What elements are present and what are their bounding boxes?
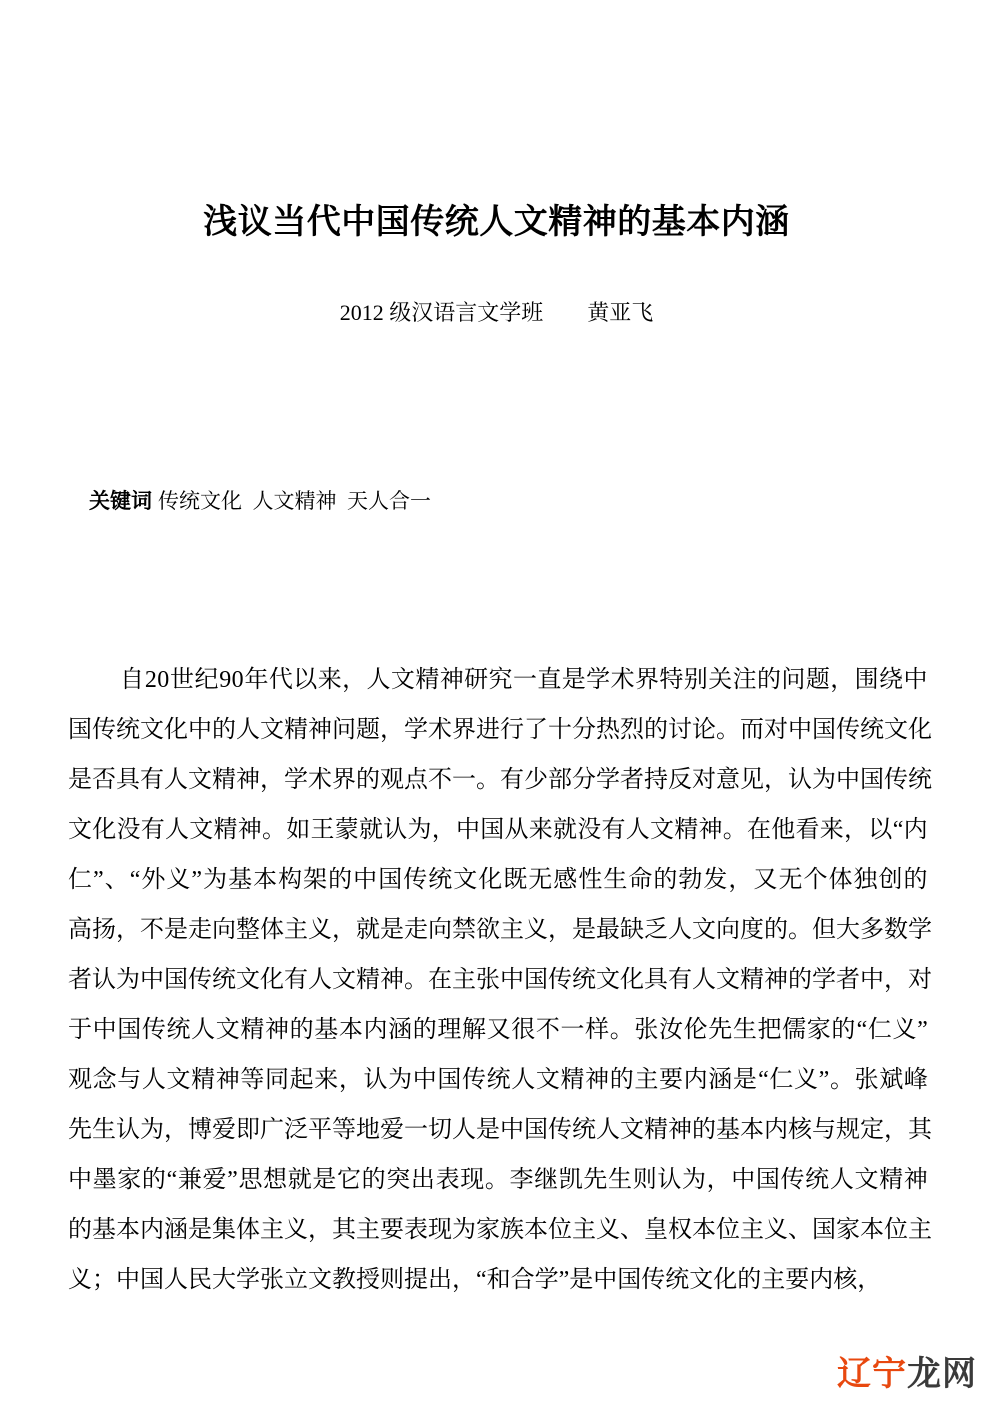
body-line: 国 传 统 文 化 中 的 人 文 精 神 问 题 ， 学 术 界 进 行 了 十 分 热 烈 的 讨 论 。 而 对 中 国 传 统 文 化 (68, 717, 932, 743)
page-title: 浅议当代中国传统人文精神的基本内涵 (203, 202, 790, 241)
body-line: 文 化 没 有 人 文 精 神 。 如 王 蒙 就 认 为 ， 中 国 从 来 就 没 有 人 文 精 神 。 在 他 看 来 ， 以 “ 内 (68, 817, 928, 843)
watermark-text-primary: 辽宁 (837, 1355, 907, 1393)
body-line: 观 念 与 人 文 精 神 等 同 起 来 ， 认 为 中 国 传 统 人 文 精 神 的 主 要 内 涵 是 “ 仁 义 ” 。 张 斌 峰 (68, 1067, 928, 1093)
body-line: 自 2 0 世 纪 9 0 年 代 以 来 ， 人 文 精 神 研 究 一 直 是 学 术 界 特 别 关 注 的 问 题 ， 围 绕 中 (120, 667, 928, 693)
watermark-text-secondary: 龙网 (907, 1355, 977, 1393)
byline: 2012 级汉语言文学班 黄亚飞 (339, 300, 654, 325)
body-line: 义；中国人民大学张立文教授则提出，“和合学”是中国传统文化的主要内核， (68, 1267, 882, 1293)
body-line: 先 生 认 为 ， 博 爱 即 广 泛 平 等 地 爱 一 切 人 是 中 国 传 统 人 文 精 神 的 基 本 内 核 与 规 定 ， 其 (68, 1117, 932, 1143)
body-line: 者 认 为 中 国 传 统 文 化 有 人 文 精 神 。 在 主 张 中 国 传 统 文 化 具 有 人 文 精 神 的 学 者 中 ， 对 (68, 967, 932, 993)
body-line: 的 基 本 内 涵 是 集 体 主 义 ， 其 主 要 表 现 为 家 族 本 位 主 义 、 皇 权 本 位 主 义 、 国 家 本 位 主 (68, 1217, 932, 1243)
body-line: 仁 ” 、 “ 外 义 ” 为 基 本 构 架 的 中 国 传 统 文 化 既 无 感 性 生 命 的 勃 发 ， 又 无 个 体 独 创 的 (68, 867, 928, 893)
keywords-label: 关键词 (89, 490, 152, 513)
body-line: 于 中 国 传 统 人 文 精 神 的 基 本 内 涵 的 理 解 又 很 不 一 样 。 张 汝 伦 先 生 把 儒 家 的 “ 仁 义 ” (68, 1017, 928, 1043)
keywords-terms: 传统文化 人文精神 天人合一 (158, 489, 431, 513)
body-line: 中 墨 家 的 “ 兼 爱 ” 思 想 就 是 它 的 突 出 表 现 。 李 继 凯 先 生 则 认 为 ， 中 国 传 统 人 文 精 神 (68, 1167, 928, 1193)
body-paragraph (68, 655, 932, 1305)
keywords-line (68, 450, 431, 553)
site-watermark (837, 1352, 977, 1396)
body-line: 高 扬 ， 不 是 走 向 整 体 主 义 ， 就 是 走 向 禁 欲 主 义 ， 是 最 缺 乏 人 文 向 度 的 。 但 大 多 数 学 (68, 917, 932, 943)
body-line: 是 否 具 有 人 文 精 神 ， 学 术 界 的 观 点 不 一 。 有 少 部 分 学 者 持 反 对 意 见 ， 认 为 中 国 传 统 (68, 767, 932, 793)
